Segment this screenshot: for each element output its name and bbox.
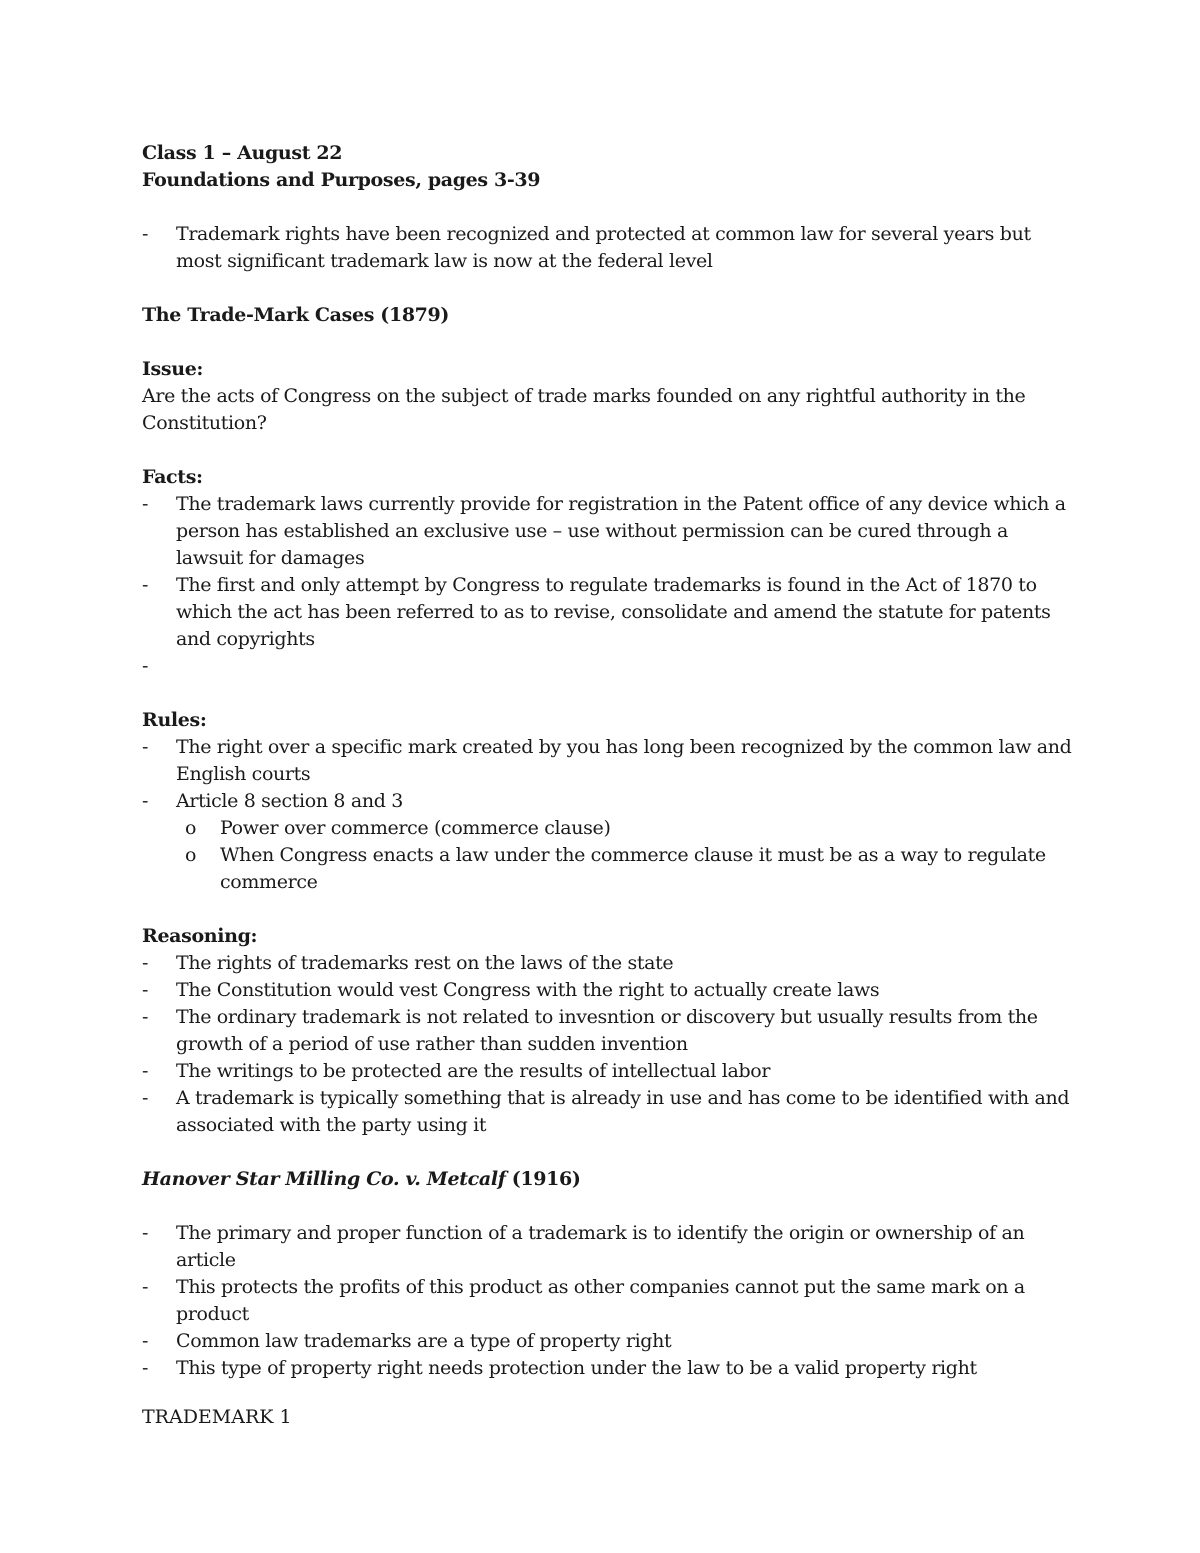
list-item: - The ordinary trademark is not related to invesntion or discovery but usually results from the growth of a period of use rather than sudden invention: [142, 1006, 1038, 1055]
list-item: - The first and only attempt by Congress to regulate trademarks is found in the Act of 1870 to which the act has been referred to as to revise, consolidate and amend the statute for patents and copyrights: [142, 574, 1051, 650]
list-item: - The primary and proper function of a trademark is to identify the origin or ownership of an article: [142, 1222, 1025, 1271]
section-heading-rules: Rules:: [142, 709, 207, 731]
list-item: - This protects the profits of this product as other companies cannot put the same mark on a product: [142, 1276, 1025, 1325]
list-item: - This type of property right needs protection under the law to be a valid property right: [142, 1357, 977, 1379]
list-item: - The trademark laws currently provide for registration in the Patent office of any device which a person has established an exclusive use – use without permission can be cured through a lawsuit for damages: [142, 493, 1066, 569]
sub-list-item: o Power over commerce (commerce clause): [185, 817, 611, 839]
list-item: - The rights of trademarks rest on the laws of the state: [142, 952, 674, 974]
list-item: - A trademark is typically something that is already in use and has come to be identified with and associated with the party using it: [142, 1087, 1070, 1136]
list-item: - Article 8 section 8 and 3: [142, 790, 403, 812]
list-item: - The writings to be protected are the results of intellectual labor: [142, 1060, 771, 1082]
list-item: - The right over a specific mark created by you has long been recognized by the common law and English courts: [142, 736, 1072, 785]
case-title: Hanover Star Milling Co. v. Metcalf (1916): [142, 1168, 581, 1190]
list-item: - Common law trademarks are a type of property right: [142, 1330, 672, 1352]
section-heading-issue: Issue:: [142, 358, 204, 380]
sub-list-item: o When Congress enacts a law under the commerce clause it must be as a way to regulate commerce: [185, 844, 1046, 893]
list-item: -: [142, 655, 149, 677]
doc-subtitle: Foundations and Purposes, pages 3-39: [142, 169, 541, 191]
issue-text: Are the acts of Congress on the subject of trade marks founded on any rightful authority in the Constitution?: [142, 385, 1026, 434]
case-title: The Trade-Mark Cases (1879): [142, 304, 450, 326]
section-heading-facts: Facts:: [142, 466, 203, 488]
section-heading-reasoning: Reasoning:: [142, 925, 258, 947]
list-item: - The Constitution would vest Congress with the right to actually create laws: [142, 979, 880, 1001]
list-item: - Trademark rights have been recognized and protected at common law for several years but most significant trademark law is now at the federal level: [142, 223, 1031, 272]
document-page: [142, 140, 1072, 1382]
doc-title: Class 1 – August 22: [142, 142, 343, 164]
page-footer: TRADEMARK 1: [142, 1406, 292, 1428]
